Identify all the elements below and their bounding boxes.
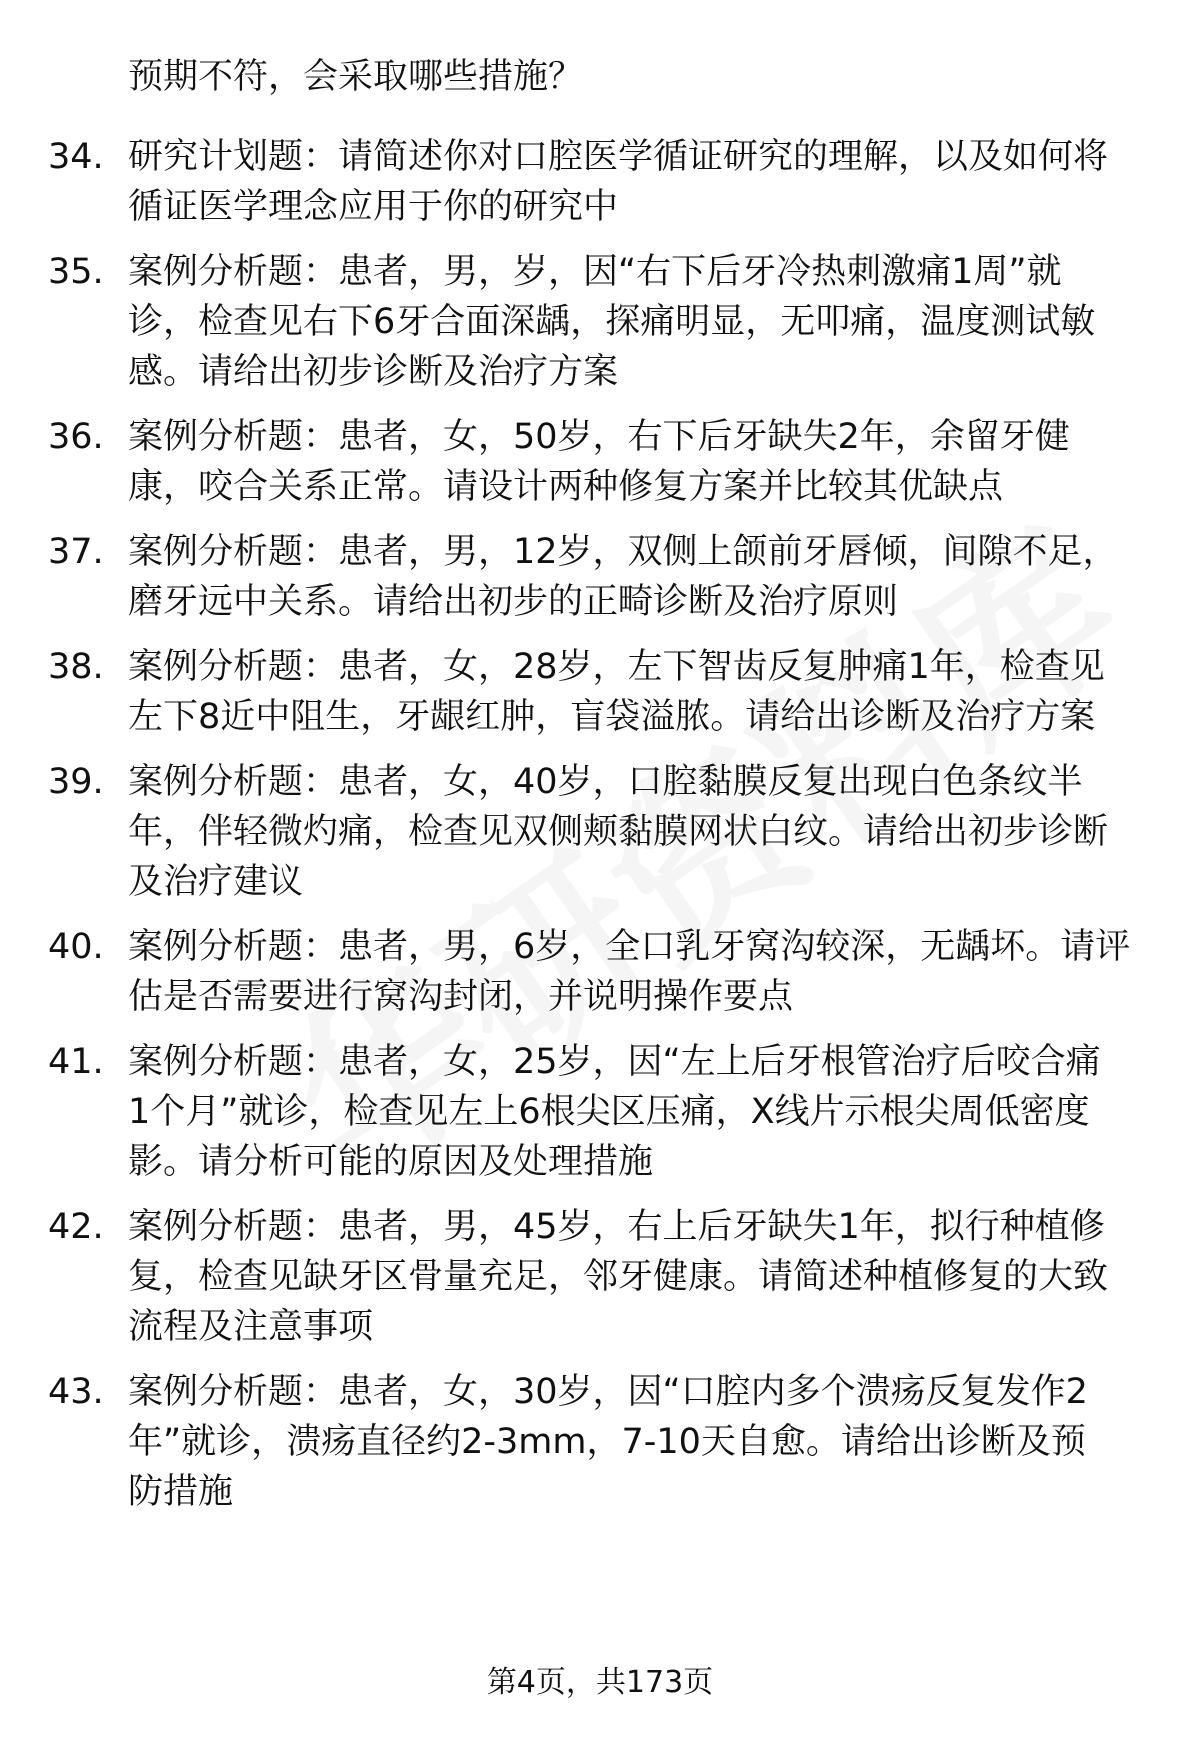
question-text: 研究计划题：请简述你对口腔医学循证研究的理解，以及如何将 循证医学理念应用于你的研究中 [128, 137, 1109, 227]
question-text: 案例分析题：患者，男，12岁，双侧上颌前牙唇倾，间隙不足， 磨牙远中关系。请给出初步的正畸诊断及治疗原则 [128, 532, 1118, 622]
page-footer: 第4页，共173页 [486, 1665, 714, 1700]
question-number: 41. [48, 1042, 104, 1082]
question-text: 案例分析题：患者，女，50岁，右下后牙缺失2年，余留牙健 康，咬合关系正常。请设计两种修复方案并比较其优缺点 [128, 417, 1070, 507]
question-number: 38. [48, 647, 104, 687]
question-number: 42. [48, 1207, 104, 1247]
question-text: 案例分析题：患者，女，30岁，因“口腔内多个溃疡反复发作2 年”就诊，溃疡直径约2-3mm，7-10天自愈。请给出诊断及预 防措施 [128, 1372, 1088, 1512]
question-text: 案例分析题：患者，男，45岁，右上后牙缺失1年，拟行种植修 复，检查见缺牙区骨量充足，邻牙健康。请简述种植修复的大致 流程及注意事项 [128, 1207, 1109, 1347]
question-number: 37. [48, 532, 104, 572]
question-number: 39. [48, 762, 104, 802]
question-number: 43. [48, 1372, 104, 1412]
question-number: 36. [48, 417, 104, 457]
question-number: 40. [48, 927, 104, 967]
question-text: 案例分析题：患者，女，25岁，因“左上后牙根管治疗后咬合痛 1个月”就诊，检查见左上6根尖区压痛，X线片示根尖周低密度 影。请分析可能的原因及处理措施 [128, 1042, 1101, 1182]
question-number: 35. [48, 252, 104, 292]
question-continuation: 预期不符，会采取哪些措施？ [128, 57, 584, 97]
question-text: 案例分析题：患者，女，28岁，左下智齿反复肿痛1年，检查见 左下8近中阻生，牙龈红肿，盲袋溢脓。请给出诊断及治疗方案 [128, 647, 1105, 737]
question-text: 案例分析题：患者，男，岁，因“右下后牙冷热刺激痛1周”就 诊，检查见右下6牙合面深龋，探痛明显，无叩痛，温度测试敏 感。请给出初步诊断及治疗方案 [128, 252, 1096, 392]
question-number: 34. [48, 137, 104, 177]
question-text: 案例分析题：患者，男，6岁，全口乳牙窝沟较深，无龋坏。请评 估是否需要进行窝沟封闭，并说明操作要点 [128, 927, 1131, 1017]
question-text: 案例分析题：患者，女，40岁，口腔黏膜反复出现白色条纹半 年，伴轻微灼痛，检查见双侧颊黏膜网状白纹。请给出初步诊断 及治疗建议 [128, 762, 1109, 902]
